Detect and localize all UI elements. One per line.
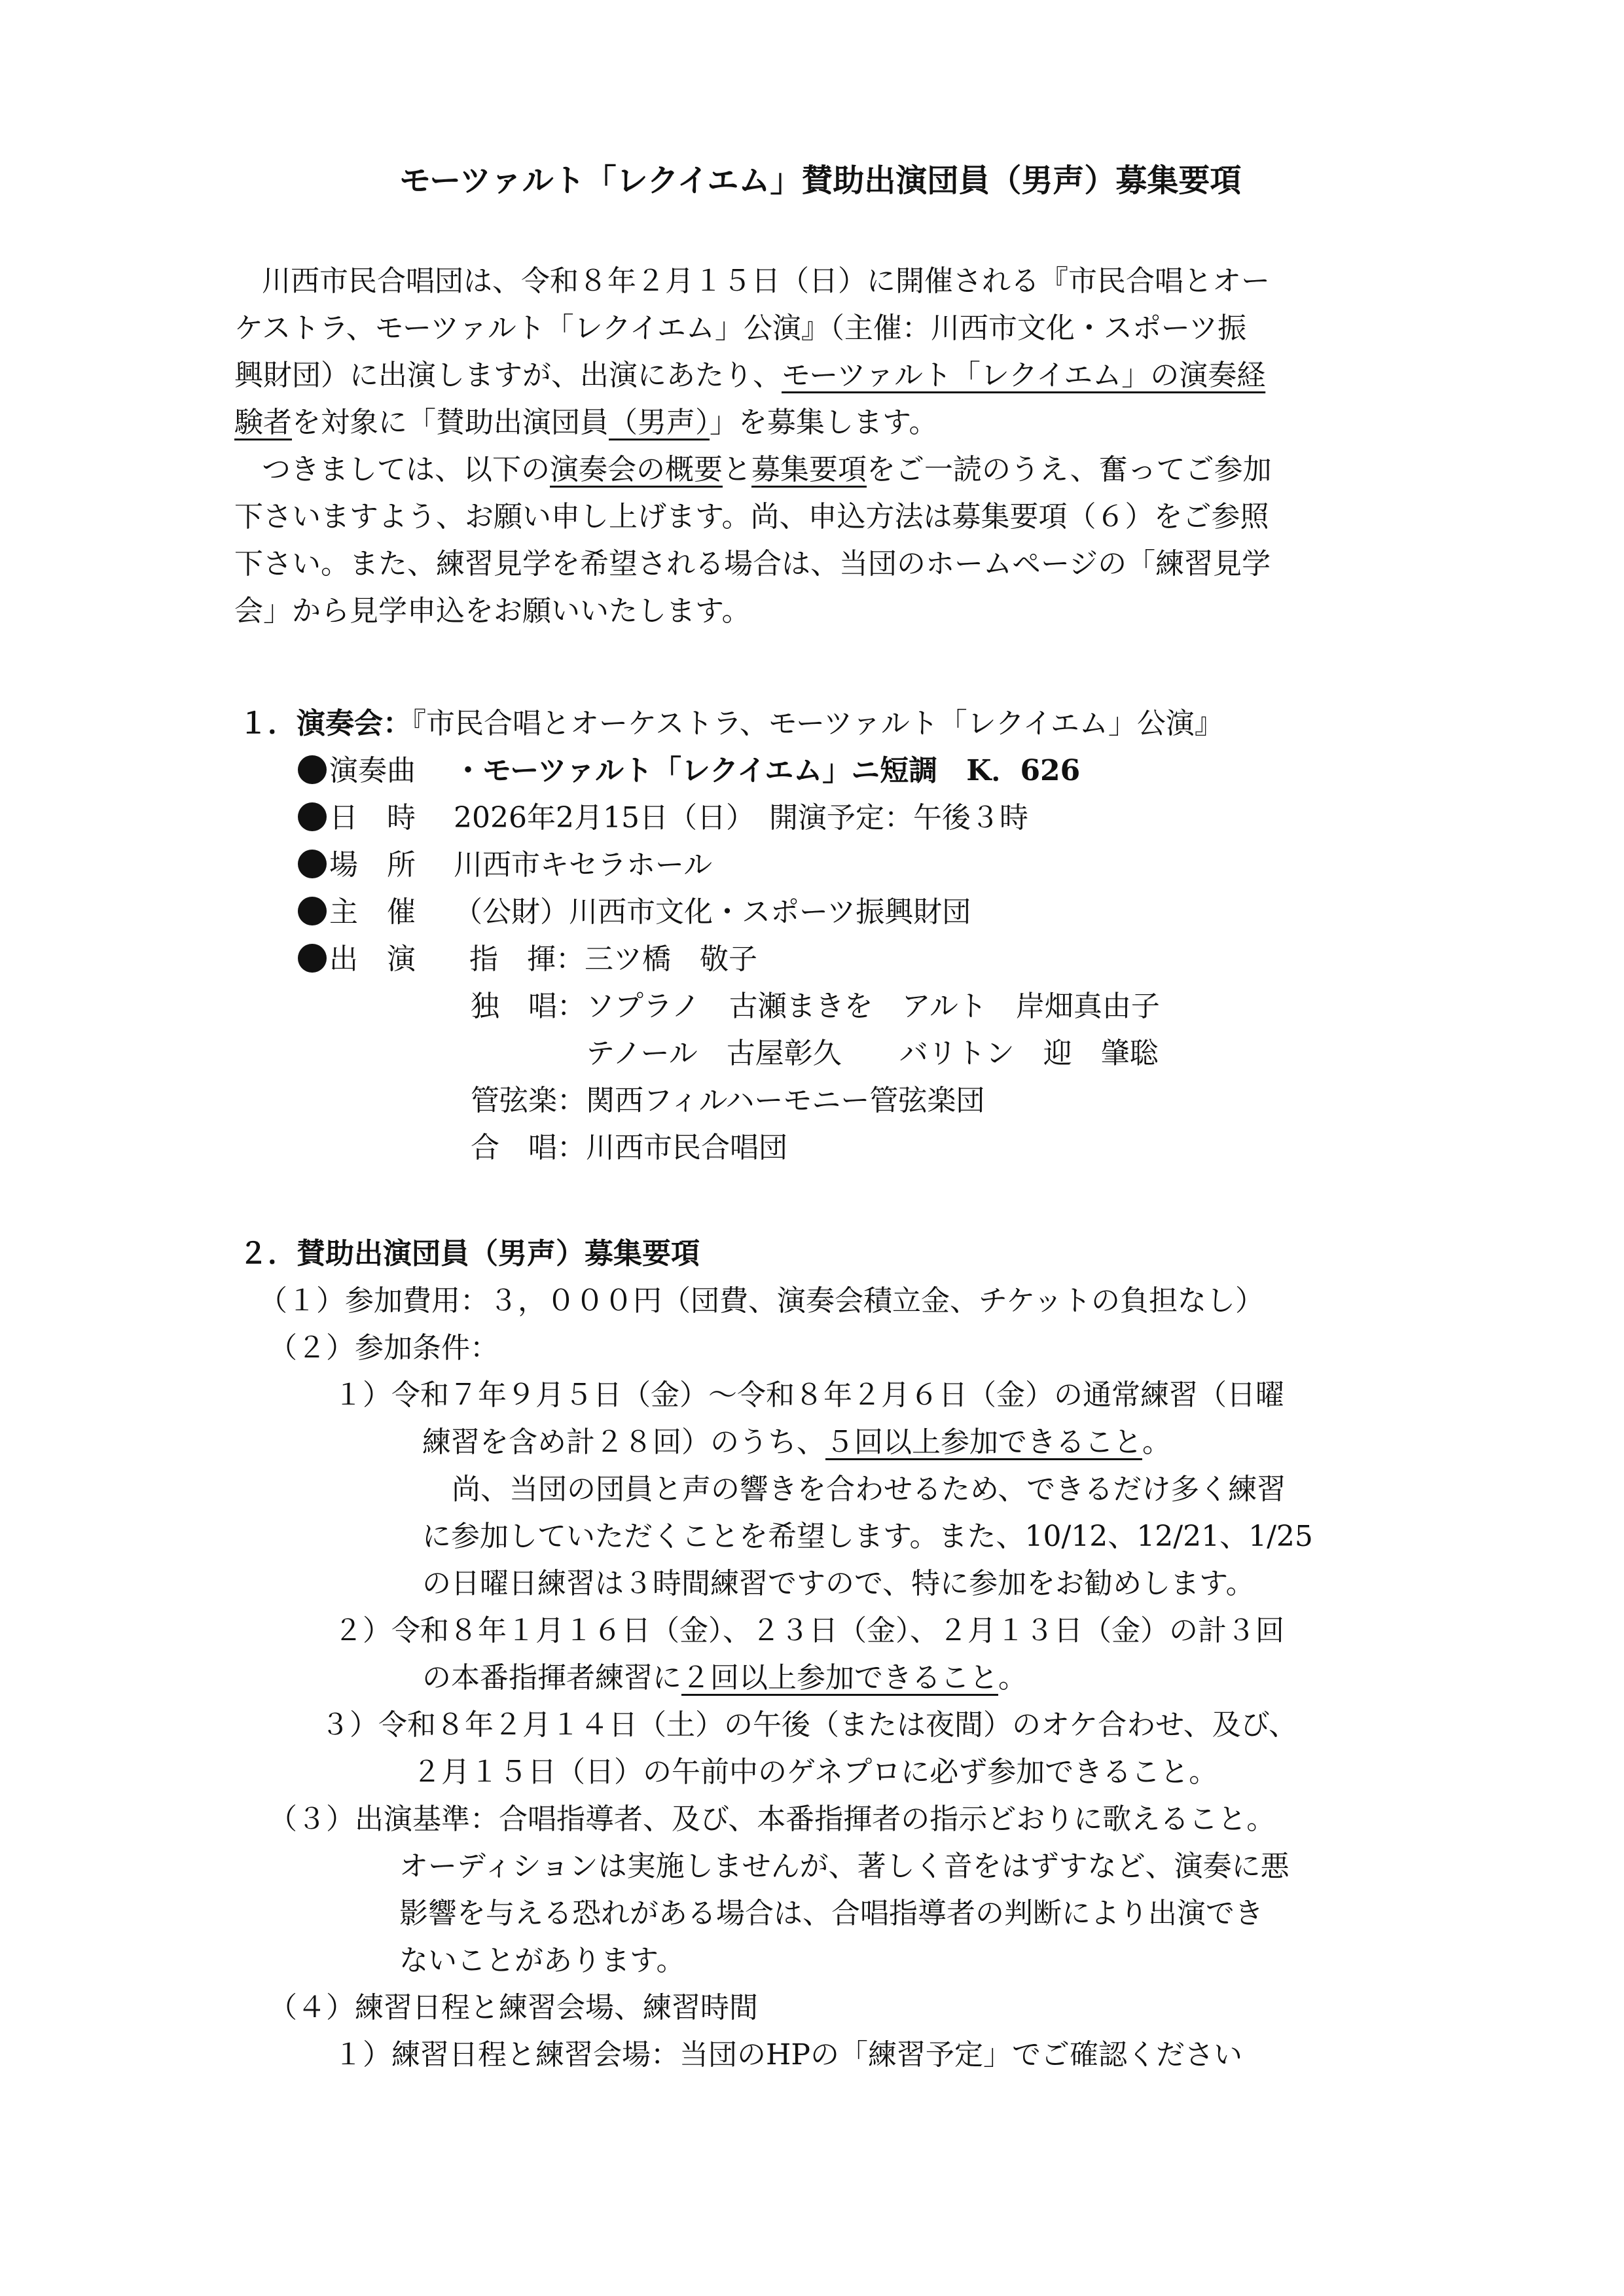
- condition-2: ２）令和８年１月１６日（金）、２３日（金）、２月１３日（金）の計３回: [334, 1614, 1284, 1647]
- performance-standard: ないことがあります。: [399, 1944, 685, 1977]
- row-label: 主 催: [329, 895, 416, 929]
- section-label: 演奏会：: [297, 707, 412, 740]
- underlined-text: 募集要項: [751, 453, 867, 486]
- underlined-text: 演奏会の概要: [550, 453, 723, 486]
- bullet-icon: [298, 944, 327, 973]
- conductor-name: 三ツ橋 敬子: [585, 942, 757, 976]
- condition-text: 。: [1142, 1426, 1171, 1459]
- condition-text: 練習を含め計２８回）のうち、: [422, 1426, 825, 1459]
- performance-standard: （３）出演基準：合唱指導者、及び、本番指揮者の指示どおりに歌えること。: [268, 1803, 1276, 1836]
- intro-line: 下さいますよう、お願い申し上げます。尚、申込方法は募集要項（６）をご参照: [234, 500, 1269, 533]
- intro-line: 会」から見学申込をお願いいたします。: [234, 594, 751, 628]
- date-row: [298, 800, 1028, 836]
- intro-text: 」を募集します。: [710, 406, 938, 439]
- schedule-heading: （４）練習日程と練習会場、練習時間: [268, 1991, 758, 2024]
- place-value: 川西市キセラホール: [454, 848, 713, 882]
- cast-role-label: 管弦楽：: [471, 1084, 586, 1117]
- page-title: モーツァルト「レクイエム」賛助出演団員（男声）募集要項: [399, 162, 1242, 199]
- row-label: 日 時: [329, 801, 416, 834]
- program-row: [298, 753, 1080, 789]
- intro-line: [234, 404, 937, 441]
- concert-title: 『市民合唱とオーケストラ、モーツァルト「レクイエム」公演』: [412, 707, 1223, 740]
- condition-2: [422, 1660, 1027, 1696]
- bullet-icon: [298, 850, 327, 878]
- condition-text: 。: [998, 1661, 1027, 1695]
- condition-1-note: に参加していただくことを希望します。また、10/12、12/21、1/25: [422, 1520, 1313, 1553]
- condition-3: ２月１５日（日）の午前中のゲネプロに必ず参加できること。: [412, 1755, 1218, 1789]
- orchestra-name: 関西フィルハーモニー管弦楽団: [586, 1084, 985, 1117]
- cast-row: [298, 941, 757, 978]
- underlined-text: （男声）: [609, 406, 710, 439]
- underlined-text: ５回以上参加できること: [825, 1426, 1142, 1459]
- soloists: ソプラノ 古瀬まきを アルト 岸畑真由子: [586, 990, 1160, 1023]
- intro-text: 興財団）に出演しますが、出演にあたり、: [234, 359, 782, 392]
- bullet-icon: [298, 802, 327, 831]
- row-label: 出 演: [329, 942, 416, 976]
- row-label: 場 所: [329, 848, 416, 882]
- underlined-text: ２回以上参加できること: [681, 1661, 998, 1695]
- soloist-row: テノール 古屋彰久 バリトン 迎 肇聡: [586, 1037, 1159, 1070]
- program-piece: ・モーツァルト「レクイエム」ニ短調 K．626: [454, 754, 1081, 787]
- underlined-text: モーツァルト「レクイエム」の演奏経: [782, 359, 1266, 392]
- performance-standard: 影響を与える恐れがある場合は、合唱指導者の判断により出演でき: [399, 1897, 1263, 1930]
- fee-line: （１）参加費用：３，０００円（団費、演奏会積立金、チケットの負担なし）: [259, 1284, 1265, 1318]
- cast-role-label: 合 唱：: [471, 1131, 586, 1164]
- host-row: [298, 894, 971, 931]
- intro-text: を対象に「賛助出演団員: [292, 406, 609, 439]
- cast-role-label: 独 唱：: [471, 990, 586, 1023]
- cast-role-label: 指 揮：: [469, 942, 585, 976]
- date-value: 2026年2月15日（日） 開演予定：午後３時: [454, 801, 1028, 834]
- bullet-icon: [298, 897, 327, 925]
- condition-1-note: の日曜日練習は３時間練習ですので、特に参加をお勧めします。: [422, 1567, 1255, 1600]
- orchestra-row: [455, 1083, 984, 1119]
- intro-line: 下さい。また、練習見学を希望される場合は、当団のホームページの「練習見学: [234, 547, 1271, 581]
- choir-name: 川西市民合唱団: [586, 1131, 787, 1164]
- intro-line: [234, 357, 1265, 394]
- row-label: 演奏曲: [329, 754, 416, 787]
- underlined-text: 験者: [234, 406, 292, 439]
- intro-text: つきましては、以下の: [262, 453, 550, 486]
- condition-3: ３）令和８年２月１４日（土）の午後（または夜間）のオケ合わせ、及び、: [321, 1708, 1298, 1742]
- performance-standard: オーディションは実施しませんが、著しく音をはずすなど、演奏に悪: [399, 1850, 1290, 1883]
- section-number: １．: [239, 707, 297, 740]
- place-row: [298, 847, 712, 884]
- condition-text: の本番指揮者練習に: [422, 1661, 681, 1695]
- section-1-heading: [239, 706, 1223, 742]
- condition-1: １）令和７年９月５日（金）～令和８年２月６日（金）の通常練習（日曜: [334, 1378, 1284, 1412]
- conditions-heading: （２）参加条件：: [268, 1331, 499, 1365]
- intro-text: をご一読のうえ、奮ってご参加: [867, 453, 1272, 486]
- intro-line: 川西市民合唱団は、令和８年２月１５日（日）に開催される『市民合唱とオー: [262, 264, 1270, 298]
- bullet-icon: [298, 755, 327, 784]
- schedule-item: １）練習日程と練習会場：当団のHPの「練習予定」でご確認ください: [334, 2038, 1242, 2072]
- condition-1: [422, 1424, 1171, 1461]
- choir-row: [455, 1130, 787, 1166]
- intro-text: と: [723, 453, 751, 486]
- condition-1-note: 尚、当団の団員と声の響きを合わせるため、できるだけ多く練習: [452, 1473, 1286, 1506]
- host-value: （公財）川西市文化・スポーツ振興財団: [454, 895, 971, 929]
- section-2-heading: ２．賛助出演団員（男声）募集要項: [239, 1237, 700, 1270]
- intro-line: ケストラ、モーツァルト「レクイエム」公演』（主催：川西市文化・スポーツ振: [234, 312, 1247, 345]
- soloist-row: [455, 988, 1160, 1025]
- intro-line: [262, 452, 1272, 488]
